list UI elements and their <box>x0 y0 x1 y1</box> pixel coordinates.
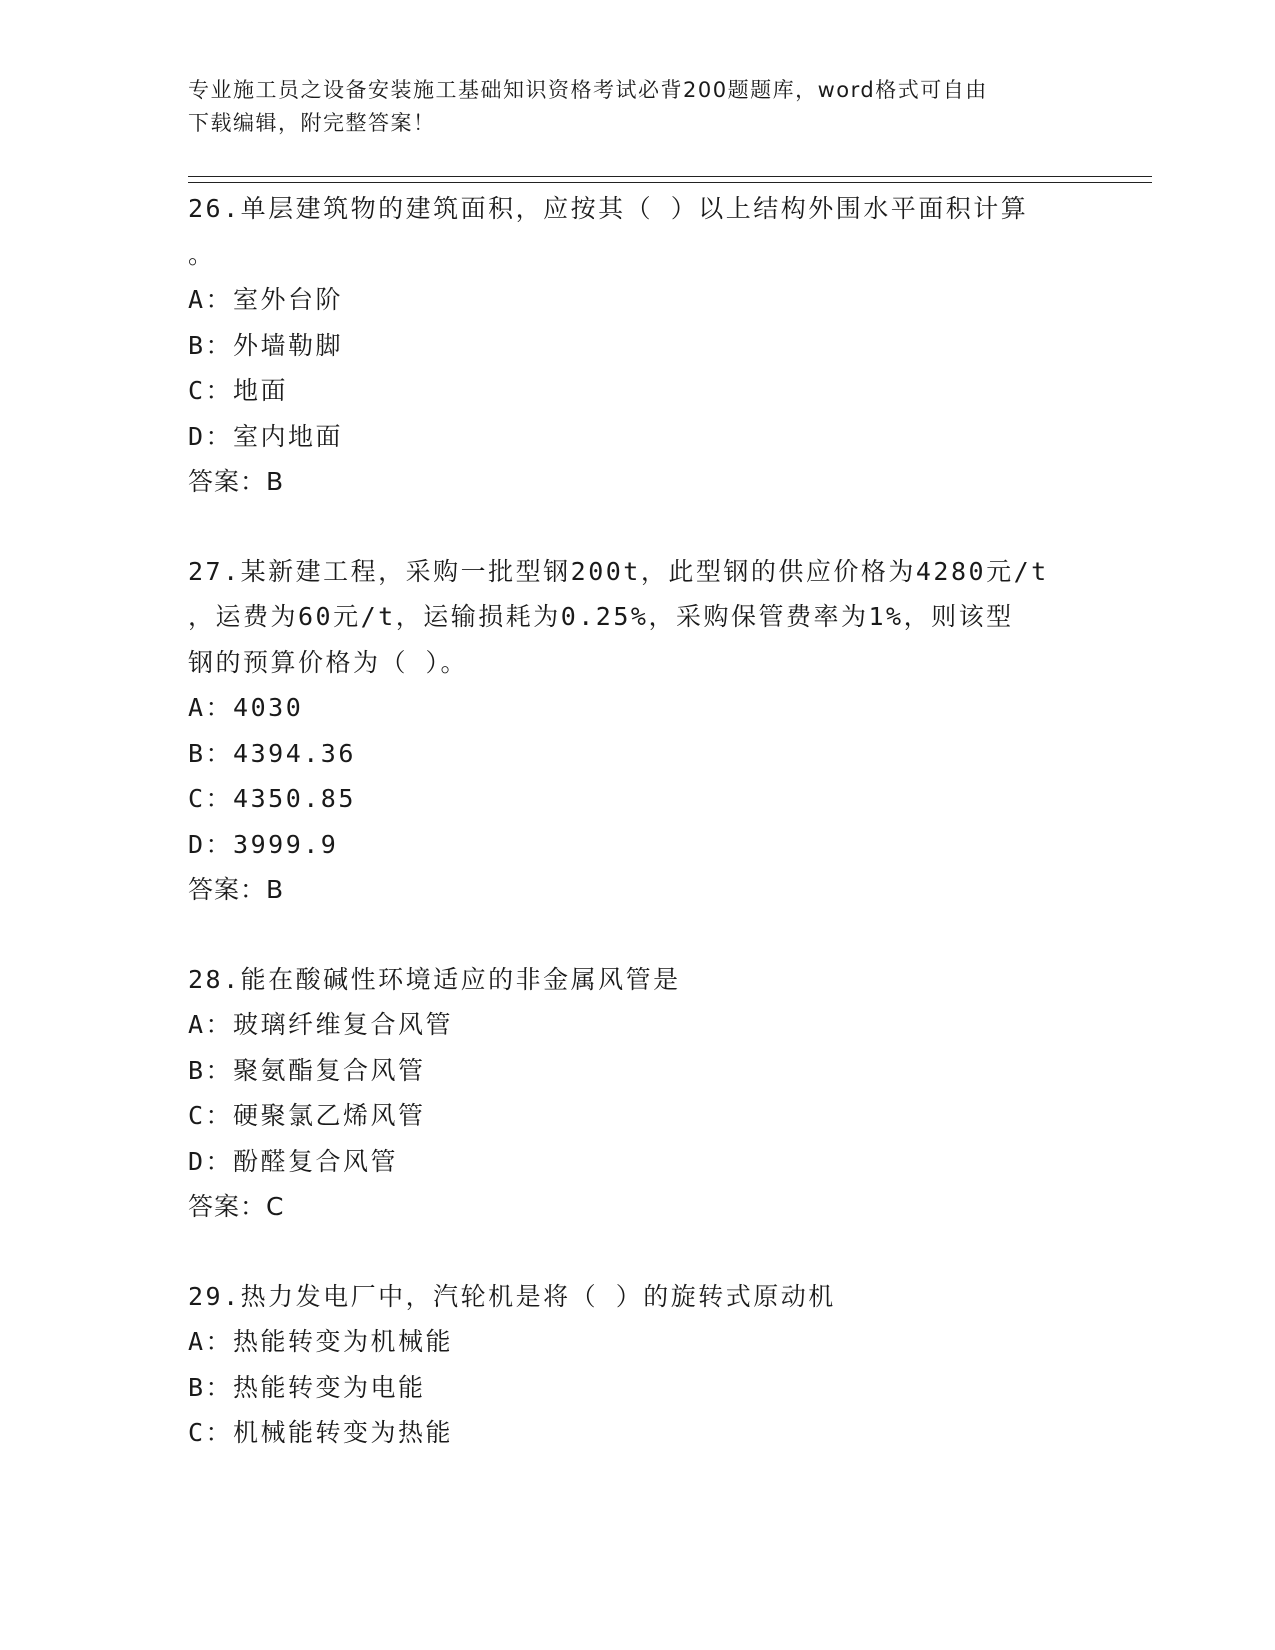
header-divider-bottom <box>188 182 1152 183</box>
question-stem: 钢的预算价格为（ ）。 <box>188 647 469 677</box>
header-divider-top <box>188 176 1152 177</box>
question-28 <box>188 957 1088 1230</box>
question-stem: 27.某新建工程，采购一批型钢200t，此型钢的供应价格为4280元/t <box>188 556 1049 586</box>
option-b: B：4394.36 <box>188 738 356 768</box>
option-d: D：室内地面 <box>188 421 344 451</box>
answer: 答案：C <box>188 1192 285 1221</box>
option-c: C：硬聚氯乙烯风管 <box>188 1101 426 1130</box>
question-stem: 26.单层建筑物的建筑面积，应按其（ ）以上结构外围水平面积计算 <box>188 194 1029 223</box>
option-a: A：热能转变为机械能 <box>188 1327 454 1356</box>
answer: 答案：B <box>188 875 285 904</box>
header-line-1: 专业施工员之设备安装施工基础知识资格考试必背200题题库，word格式可自由 <box>188 78 988 102</box>
option-a: A：玻璃纤维复合风管 <box>188 1010 454 1039</box>
answer: 答案：B <box>188 467 285 496</box>
option-a: A：室外台阶 <box>188 285 344 314</box>
option-b: B：外墙勒脚 <box>188 330 344 360</box>
question-stem: 29.热力发电厂中，汽轮机是将（ ）的旋转式原动机 <box>188 1281 836 1311</box>
question-list <box>188 186 1088 1500</box>
question-stem: 28.能在酸碱性环境适应的非金属风管是 <box>188 964 681 994</box>
option-c: C：机械能转变为热能 <box>188 1418 454 1447</box>
question-29 <box>188 1274 1088 1456</box>
question-27 <box>188 549 1088 913</box>
question-26 <box>188 186 1088 505</box>
option-c: C：地面 <box>188 376 289 405</box>
document-header <box>188 74 1088 140</box>
option-a: A：4030 <box>188 693 304 722</box>
option-b: B：聚氨酯复合风管 <box>188 1055 426 1085</box>
option-c: C：4350.85 <box>188 784 356 813</box>
option-d: D：酚醛复合风管 <box>188 1146 399 1176</box>
option-d: D：3999.9 <box>188 829 339 859</box>
option-b: B：热能转变为电能 <box>188 1372 426 1402</box>
question-stem: 。 <box>188 239 216 269</box>
header-line-2: 下载编辑，附完整答案！ <box>188 111 436 135</box>
question-stem: ，运费为60元/t，运输损耗为0.25%，采购保管费率为1%，则该型 <box>188 602 1014 631</box>
